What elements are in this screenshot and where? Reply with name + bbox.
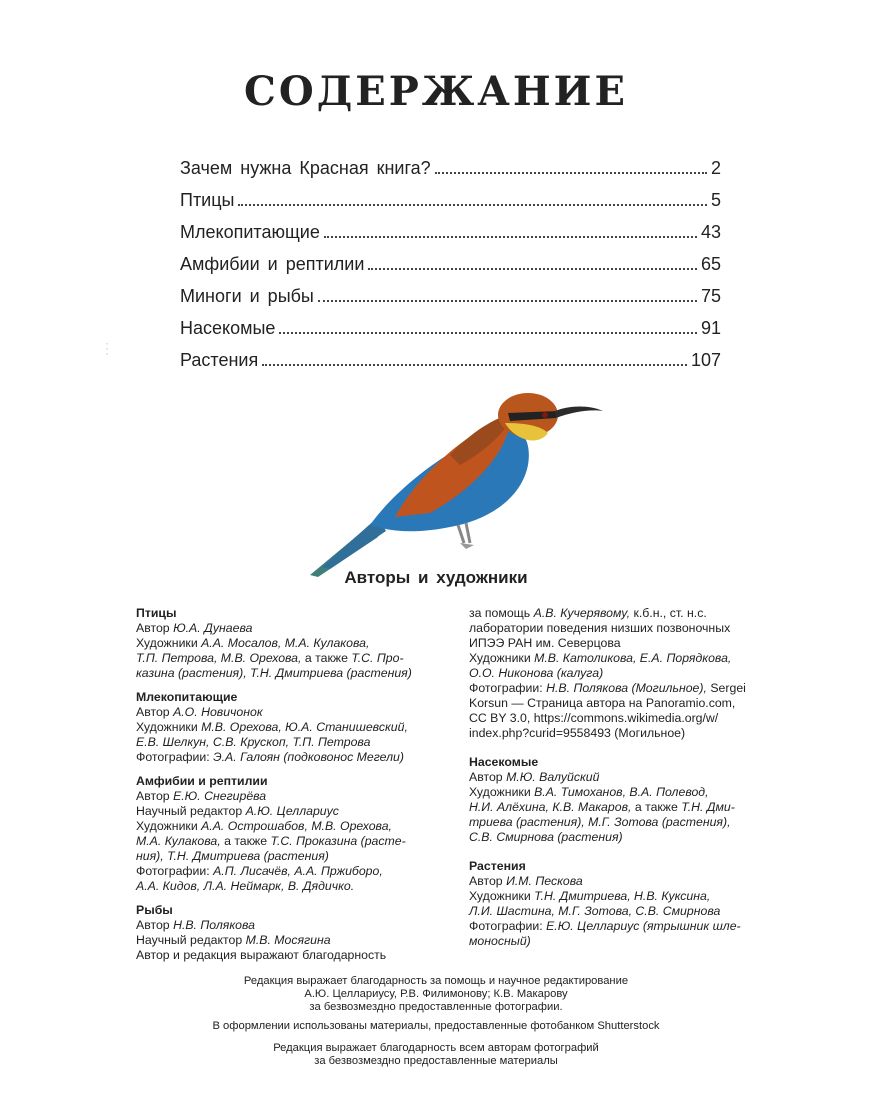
toc-leader-dots — [368, 268, 697, 270]
toc-leader-dots — [324, 236, 697, 238]
toc-entry-page: 65 — [700, 254, 721, 274]
toc-entry[interactable] — [180, 350, 721, 382]
artists-names: Т.Н. Дмитриева, Н.В. Куксина, — [534, 889, 711, 903]
toc-entry[interactable] — [180, 222, 721, 254]
authors-heading: Авторы и художники — [344, 568, 528, 587]
artists-names: М.В. Орехова, Ю.А. Станишевский, — [201, 720, 408, 734]
artists-line — [136, 834, 443, 849]
artists-label: Художники — [469, 785, 531, 799]
toc-entry-label: Зачем нужна Красная книга? — [180, 158, 431, 178]
artists-names: М.В. Католикова, Е.А. Порядкова, — [534, 651, 732, 665]
bird-legs — [458, 523, 470, 543]
toc-entry-label: Амфибии и рептилии — [180, 254, 365, 274]
also-text: а также — [634, 800, 678, 814]
credits-right-column — [469, 606, 775, 958]
photos-line — [469, 681, 775, 696]
author-name: И.М. Пескова — [506, 874, 583, 888]
toc-entry-label: Насекомые — [180, 318, 276, 338]
section-title: Растения — [469, 859, 526, 873]
author-label: Автор — [469, 874, 503, 888]
author-label: Автор — [136, 621, 170, 635]
artists-label: Художники — [136, 636, 198, 650]
photos-line: Korsun — Страница автора на Panoramio.com, — [469, 696, 736, 710]
artists-label: Художники — [136, 720, 198, 734]
photos-names: А.П. Лисачёв, А.А. Пржиборо, — [213, 864, 383, 878]
toc-entry-label: Миноги и рыбы — [180, 286, 314, 306]
artists-names: М.А. Кулакова, — [136, 834, 221, 848]
section-title: Млекопитающие — [136, 690, 238, 704]
toc-leader-dots — [279, 332, 697, 334]
toc-entry-page: 91 — [700, 318, 721, 338]
artists-label: Художники — [469, 889, 531, 903]
toc-leader-dots — [262, 364, 687, 366]
footer-photo-thanks — [0, 1042, 872, 1068]
bird-beak — [555, 407, 603, 419]
artists-line: О.О. Никонова (калуга) — [469, 666, 604, 680]
thanks-text: за помощь — [469, 606, 531, 620]
editor-line — [136, 804, 443, 819]
artists-line — [469, 651, 775, 666]
toc-entry-page: 43 — [700, 222, 721, 242]
artists-line — [136, 819, 443, 834]
toc-entry[interactable] — [180, 158, 721, 190]
toc-entry-label: Млекопитающие — [180, 222, 320, 242]
photos-names: Э.А. Галоян (подковонос Мегели) — [213, 750, 404, 764]
credits-section-fish-continued — [469, 606, 775, 741]
artists-line — [136, 651, 443, 666]
section-title: Насекомые — [469, 755, 539, 769]
photos-label: Фотографии: — [469, 681, 543, 695]
toc-entry-page: 107 — [690, 350, 721, 370]
bee-eater-bird-icon — [300, 385, 610, 580]
editor-name: М.В. Мосягина — [245, 933, 331, 947]
author-name: Ю.А. Дунаева — [173, 621, 253, 635]
editor-label: Научный редактор — [136, 804, 243, 818]
editor-line — [136, 933, 443, 948]
bird-feet — [460, 543, 474, 549]
author-label: Автор — [136, 705, 170, 719]
artists-line: С.В. Смирнова (растения) — [469, 830, 623, 844]
artists-line — [469, 800, 775, 815]
footer-line: за безвозмездно предоставленные материалы — [314, 1055, 558, 1067]
author-line — [469, 770, 775, 785]
footer-line: А.Ю. Целлариусу, Р.В. Филимонову; К.В. Макарову — [304, 988, 568, 1000]
credits-section-amphibians — [136, 774, 443, 894]
credits-section-birds — [136, 606, 443, 681]
artists-names: Т.С. Про- — [351, 651, 404, 665]
footer-line: Редакция выражает благодарность всем авторам фотографий — [273, 1042, 599, 1054]
toc-entry[interactable] — [180, 190, 721, 222]
toc-entry-page: 5 — [710, 190, 721, 210]
also-text: а также — [304, 651, 348, 665]
artists-line — [136, 720, 443, 735]
thanks-name: А.В. Кучерявому, — [533, 606, 631, 620]
footer-line: В оформлении использованы материалы, предоставленные фотобанком Shutterstock — [212, 1020, 660, 1032]
thanks-line: Автор и редакция выражают благодарность — [136, 948, 387, 962]
artists-line: Е.В. Шелкун, С.В. Крускоп, Т.П. Петрова — [136, 735, 371, 749]
artists-line: ния), Т.Н. Дмитриева (растения) — [136, 849, 329, 863]
author-label: Автор — [136, 789, 170, 803]
author-line — [136, 918, 443, 933]
thanks-line — [469, 606, 775, 621]
author-line — [469, 874, 775, 889]
credits-section-plants — [469, 859, 775, 949]
credits-section-insects — [469, 755, 775, 845]
toc-leader-dots — [435, 172, 707, 174]
artists-line — [136, 636, 443, 651]
photos-line — [469, 919, 775, 934]
photos-label: Фотографии: — [136, 864, 210, 878]
toc-entry-page: 75 — [700, 286, 721, 306]
margin-mark: ⋮ — [100, 340, 114, 356]
toc-entry-label: Птицы — [180, 190, 235, 210]
author-name: Е.Ю. Снегирёва — [173, 789, 267, 803]
author-label: Автор — [136, 918, 170, 932]
artists-names: Т.С. Проказина (расте- — [270, 834, 406, 848]
section-title: Птицы — [136, 606, 177, 620]
artists-names: А.А. Мосалов, М.А. Кулакова, — [201, 636, 370, 650]
toc-entry-page: 2 — [710, 158, 721, 178]
artists-line: триева (растения), М.Г. Зотова (растения), — [469, 815, 731, 829]
author-line — [136, 789, 443, 804]
artists-line: Л.И. Шастина, М.Г. Зотова, С.В. Смирнова — [469, 904, 721, 918]
photos-line — [136, 750, 443, 765]
author-label: Автор — [469, 770, 503, 784]
photos-line — [136, 864, 443, 879]
section-title: Амфибии и рептилии — [136, 774, 268, 788]
footer-acknowledgement — [0, 975, 872, 1014]
page-title: СОДЕРЖАНИЕ — [244, 68, 628, 115]
photos-names: Е.Ю. Целлариус (ятрышник шле- — [546, 919, 741, 933]
photos-line: CC BY 3.0, https://commons.wikimedia.org/w/ — [469, 711, 719, 725]
author-line — [136, 705, 443, 720]
footer-line: за безвозмездно предоставленные фотографии. — [309, 1001, 563, 1013]
credits-section-fish — [136, 903, 443, 963]
toc-leader-dots — [238, 204, 707, 206]
footer-line: Редакция выражает благодарность за помощь и научное редактирование — [243, 975, 629, 987]
credits-left-column — [136, 606, 443, 972]
artists-names: В.А. Тимоханов, В.А. Полевод, — [534, 785, 709, 799]
photos-line: index.php?curid=9558493 (Могильное) — [469, 726, 686, 740]
footer-shutterstock-note — [0, 1020, 872, 1033]
author-line — [136, 621, 443, 636]
author-name: Н.В. Полякова — [173, 918, 256, 932]
also-text: а также — [224, 834, 268, 848]
artists-label: Художники — [136, 819, 198, 833]
editor-label: Научный редактор — [136, 933, 243, 947]
artists-line — [469, 785, 775, 800]
artists-line: казина (растения), Т.Н. Дмитриева (растения) — [136, 666, 412, 680]
toc-entry[interactable] — [180, 286, 721, 318]
artists-names: Н.И. Алёхина, К.В. Макаров, — [469, 800, 632, 814]
artists-line — [469, 889, 775, 904]
section-title: Рыбы — [136, 903, 173, 917]
artists-names: А.А. Острошабов, М.В. Орехова, — [201, 819, 392, 833]
photos-line: моносный) — [469, 934, 531, 948]
photos-label: Фотографии: — [469, 919, 543, 933]
toc-entry-label: Растения — [180, 350, 259, 370]
toc-entry[interactable] — [180, 254, 721, 286]
toc-leader-dots — [318, 300, 697, 302]
thanks-text: к.б.н., ст. н.с. — [633, 606, 707, 620]
photos-line: А.А. Кидов, Л.А. Неймарк, В. Дядичко. — [136, 879, 355, 893]
thanks-line: ИПЭЭ РАН им. Северцова — [469, 636, 621, 650]
artists-names: Т.П. Петрова, М.В. Орехова, — [136, 651, 302, 665]
bird-eye — [542, 412, 548, 418]
author-name: А.О. Новичонок — [173, 705, 263, 719]
credits-section-mammals — [136, 690, 443, 765]
artists-names: Т.Н. Дми- — [681, 800, 735, 814]
photos-names: Sergei — [710, 681, 746, 695]
editor-name: А.Ю. Целлариус — [245, 804, 339, 818]
table-of-contents — [180, 158, 721, 382]
photos-names: Н.В. Полякова (Могильное), — [546, 681, 707, 695]
toc-entry[interactable] — [180, 318, 721, 350]
artists-label: Художники — [469, 651, 531, 665]
author-name: М.Ю. Валуйский — [506, 770, 600, 784]
photos-label: Фотографии: — [136, 750, 210, 764]
thanks-line: лаборатории поведения низших позвоночных — [469, 621, 731, 635]
